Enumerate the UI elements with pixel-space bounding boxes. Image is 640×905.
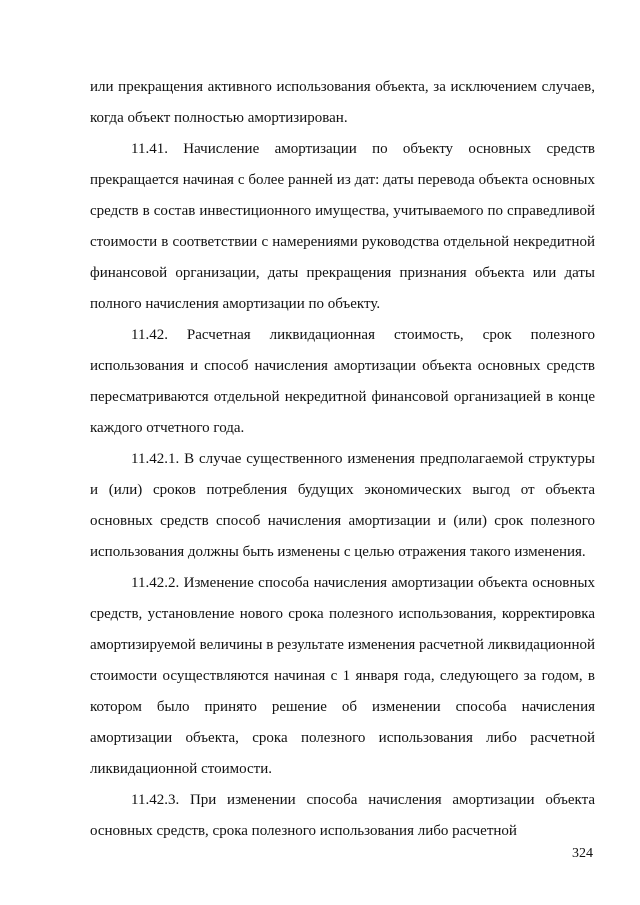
paragraph-11-42-3: 11.42.3. При изменении способа начисления амортизации объекта основных средств, срока полезного использования либо расчетной [90, 792, 595, 839]
paragraph-11-41: 11.41. Начисление амортизации по объекту основных средств прекращается начиная с более ранней из дат: даты перевода объекта основных средств в состав инвестиционного имущества, учитываемого по справедливой стоимости в соответствии с намерениями руководства отдельной некредитной финансовой организации, даты прекращения признания объекта или даты полного начисления амортизации по объекту. [90, 141, 595, 312]
page-body-text [90, 72, 595, 847]
paragraph-11-42-2: 11.42.2. Изменение способа начисления амортизации объекта основных средств, установление нового срока полезного использования, корректировка амортизируемой величины в результате изменения расчетной ликвидационной стоимости осуществляются начиная с 1 января года, следующего за годом, в котором было принято решение об изменении способа начисления амортизации объекта, срока полезного использования либо расчетной ликвидационной стоимости. [90, 575, 595, 777]
paragraph-continuation: или прекращения активного использования объекта, за исключением случаев, когда объект полностью амортизирован. [90, 79, 595, 126]
paragraph-11-42: 11.42. Расчетная ликвидационная стоимость, срок полезного использования и способ начисления амортизации объекта основных средств пересматриваются отдельной некредитной финансовой организацией в конце каждого отчетного года. [90, 327, 595, 436]
page-number: 324 [572, 846, 593, 861]
paragraph-11-42-1: 11.42.1. В случае существенного изменения предполагаемой структуры и (или) сроков потребления будущих экономических выгод от объекта основных средств способ начисления амортизации и (или) срок полезного использования должны быть изменены с целью отражения такого изменения. [90, 451, 595, 560]
